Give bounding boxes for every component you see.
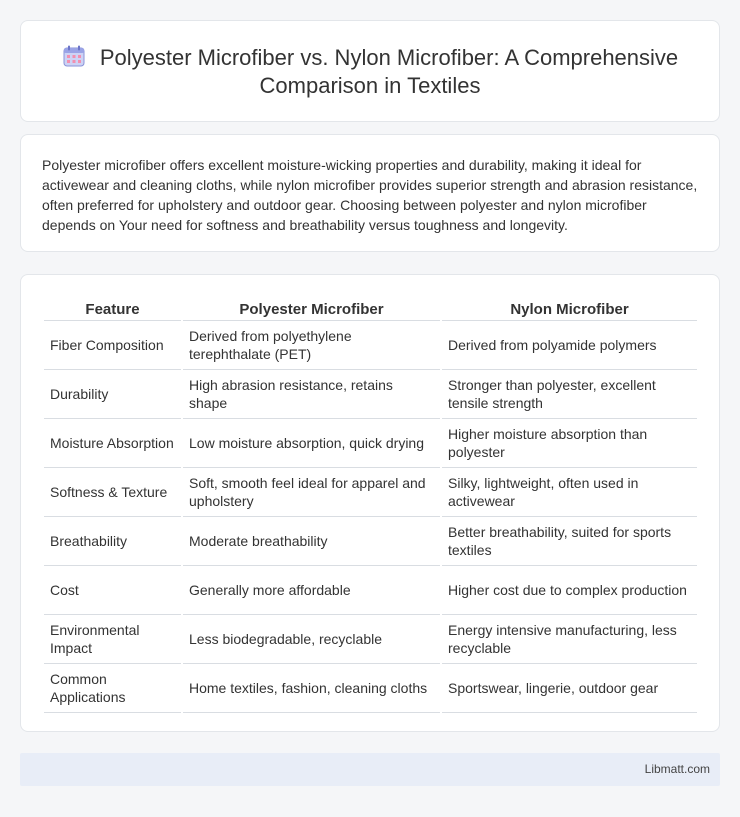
- polyester-cell: Less biodegradable, recyclable: [183, 615, 440, 664]
- summary-card: [20, 134, 720, 252]
- comparison-table: [42, 295, 699, 713]
- polyester-cell: Soft, smooth feel ideal for apparel and upholstery: [183, 468, 440, 517]
- column-header-nylon: Nylon Microfiber: [442, 295, 697, 321]
- column-header-feature: Feature: [44, 295, 181, 321]
- polyester-cell: Low moisture absorption, quick drying: [183, 419, 440, 468]
- nylon-cell: Stronger than polyester, excellent tensile strength: [442, 370, 697, 419]
- feature-cell: Environmental Impact: [44, 615, 181, 664]
- title-card: [20, 20, 720, 122]
- nylon-cell: Higher cost due to complex production: [442, 566, 697, 615]
- table-row: [44, 321, 697, 370]
- table-row: [44, 468, 697, 517]
- polyester-cell: Moderate breathability: [183, 517, 440, 566]
- feature-cell: Moisture Absorption: [44, 419, 181, 468]
- comparison-card: [20, 274, 720, 732]
- polyester-cell: Home textiles, fashion, cleaning cloths: [183, 664, 440, 713]
- nylon-cell: Sportswear, lingerie, outdoor gear: [442, 664, 697, 713]
- table-row: [44, 566, 697, 615]
- nylon-cell: Higher moisture absorption than polyester: [442, 419, 697, 468]
- feature-cell: Common Applications: [44, 664, 181, 713]
- feature-cell: Breathability: [44, 517, 181, 566]
- polyester-cell: High abrasion resistance, retains shape: [183, 370, 440, 419]
- nylon-cell: Derived from polyamide polymers: [442, 321, 697, 370]
- table-header-row: [44, 295, 697, 321]
- page-title: Polyester Microfiber vs. Nylon Microfiber: A Comprehensive Comparison in Textiles: [99, 45, 679, 98]
- footer-site-link[interactable]: Libmatt.com: [644, 762, 710, 776]
- column-header-polyester: Polyester Microfiber: [183, 295, 440, 321]
- polyester-cell: Derived from polyethylene terephthalate (PET): [183, 321, 440, 370]
- page-title-wrap: [21, 44, 719, 100]
- table-row: [44, 370, 697, 419]
- nylon-cell: Silky, lightweight, often used in activewear: [442, 468, 697, 517]
- table-row: [44, 615, 697, 664]
- calendar-icon: [62, 44, 86, 68]
- table-row: [44, 419, 697, 468]
- feature-cell: Durability: [44, 370, 181, 419]
- nylon-cell: Energy intensive manufacturing, less recyclable: [442, 615, 697, 664]
- summary-text: Polyester microfiber offers excellent moisture-wicking properties and durability, making it ideal for activewear and cleaning cloths, while nylon microfiber provides superior strength and abrasion resistance, often preferred for upholstery and outdoor gear. Choosing between polyester and nylon microfiber depends on Your need for softness and breathability versus toughness and longevity.: [42, 157, 698, 233]
- table-row: [44, 517, 697, 566]
- feature-cell: Fiber Composition: [44, 321, 181, 370]
- nylon-cell: Better breathability, suited for sports textiles: [442, 517, 697, 566]
- feature-cell: Cost: [44, 566, 181, 615]
- feature-cell: Softness & Texture: [44, 468, 181, 517]
- polyester-cell: Generally more affordable: [183, 566, 440, 615]
- table-row: [44, 664, 697, 713]
- footer-bar: [20, 753, 720, 786]
